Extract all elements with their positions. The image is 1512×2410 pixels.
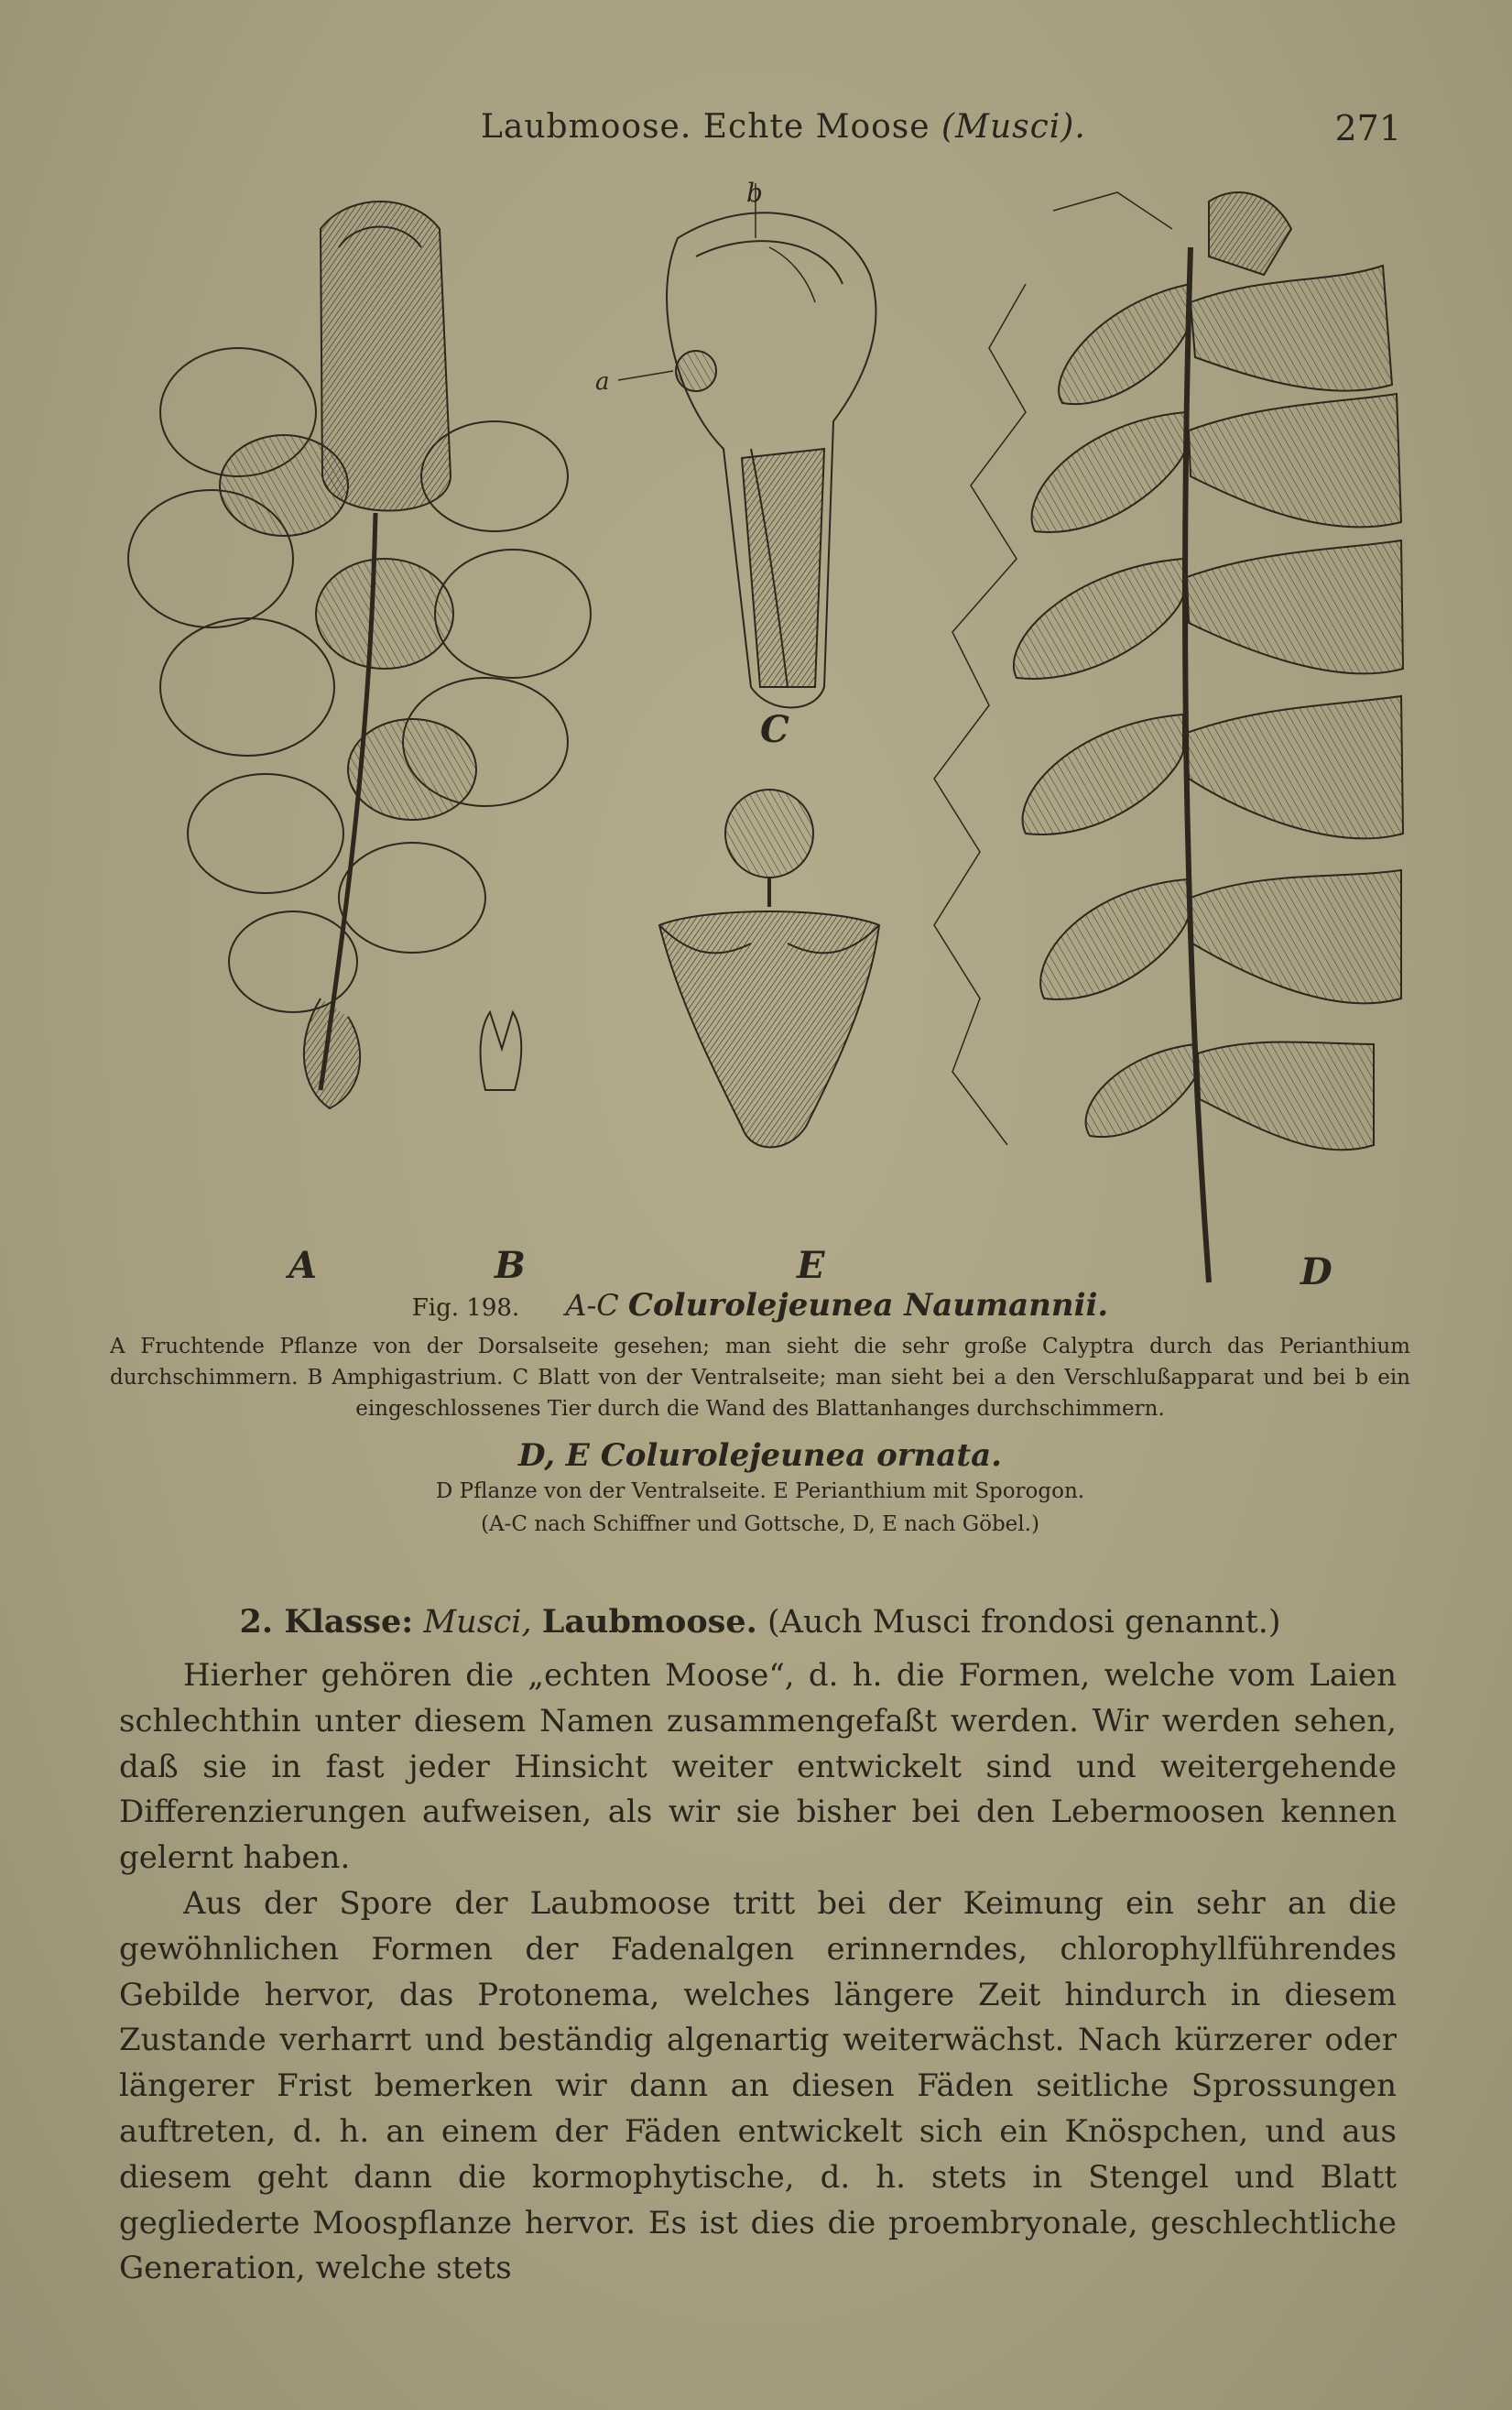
- section-heading: [110, 1603, 1410, 1641]
- label-c: C: [760, 708, 789, 751]
- caption-species-2: [110, 1437, 1410, 1474]
- label-small-a: a: [595, 368, 610, 396]
- body-text: [119, 1653, 1397, 2292]
- paragraph-2: Aus der Spore der Laubmoose tritt bei der Keimung ein sehr an die gewöhnlichen Formen der Fadenalgen erinnerndes, chlorophyllführendes Gebilde hervor, das Protonema, welches längere Zeit hindurch in diesem Zustande verharrt und beständig algenartig weiterwächst. Nach kürzerer oder längerer Frist bemerken wir dann an diesen Fäden seitliche Sprossungen auftreten, d. h. an einem der Fäden entwickelt sich ein Knöspchen, und aus diesem geht dann die kormophytische, d. h. stets in Stengel und Blatt gegliederte Moospflanze hervor. Es ist dies die proembryonale, geschlechtliche Generation, welche stets: [119, 1884, 1397, 2287]
- running-head-main: Laubmoose. Echte Moose: [481, 108, 930, 146]
- drawing-e-perianth: [659, 790, 879, 1148]
- label-e: E: [797, 1244, 825, 1287]
- species-1-range: A-C: [565, 1288, 619, 1323]
- drawing-b-amphigastrium: [481, 1012, 522, 1090]
- botanical-figure: [110, 174, 1410, 1301]
- page-number: 271: [1334, 108, 1401, 148]
- paragraph-1: Hierher gehören die „echten Moose“, d. h. die Formen, welche vom Laien schlechthin unter diesem Namen zusammengefaßt werden. Wir werden sehen, daß sie in fast jeder Hinsicht weiter entwickelt sind und weitergehende Differenzierungen aufweisen, als wir sie bisher bei den Lebermoosen kennen gelernt haben.: [119, 1657, 1397, 1877]
- page-header: [119, 108, 1401, 163]
- label-d: D: [1300, 1250, 1333, 1293]
- drawing-c-leaf: [618, 183, 876, 708]
- label-b: B: [495, 1244, 526, 1287]
- figure-number: Fig. 198.: [411, 1294, 520, 1322]
- caption-text-1: A Fruchtende Pflanze von der Dorsalseite gesehen; man sieht die sehr große Calyptra durch das Perianthium durchschimmern. B Amphigastrium. C Blatt von der Ventralseite; man sieht bei a den Verschlußapparat und bei b ein eingeschlossenes Tier durch die Wand des Blattanhanges durchschimmern.: [110, 1335, 1410, 1421]
- section-latin: Musci,: [423, 1604, 532, 1641]
- section-number: 2. Klasse:: [239, 1603, 414, 1641]
- species-1-name: Colurolejeunea Naumannii.: [627, 1287, 1109, 1324]
- section-alt: (Auch Musci frondosi genannt.): [767, 1604, 1281, 1641]
- label-a: A: [288, 1244, 318, 1287]
- running-head: [481, 108, 1086, 146]
- section-german: Laubmoose.: [541, 1603, 757, 1641]
- caption-text-2: D Pflanze von der Ventralseite. E Perianthium mit Sporogon.: [435, 1479, 1085, 1503]
- drawing-a-fruiting-plant: [128, 202, 591, 1108]
- drawing-d-plant: [934, 192, 1403, 1282]
- running-head-italic: (Musci).: [941, 108, 1086, 146]
- species-2-name: Colurolejeunea ornata.: [600, 1437, 1003, 1474]
- caption-title: [110, 1287, 1410, 1324]
- label-small-b: b: [746, 178, 763, 208]
- figure-caption: [110, 1287, 1410, 1536]
- species-2-range: D, E: [517, 1437, 590, 1474]
- figure-illustration: [110, 174, 1410, 1301]
- caption-source: (A-C nach Schiffner und Gottsche, D, E nach Göbel.): [481, 1512, 1039, 1536]
